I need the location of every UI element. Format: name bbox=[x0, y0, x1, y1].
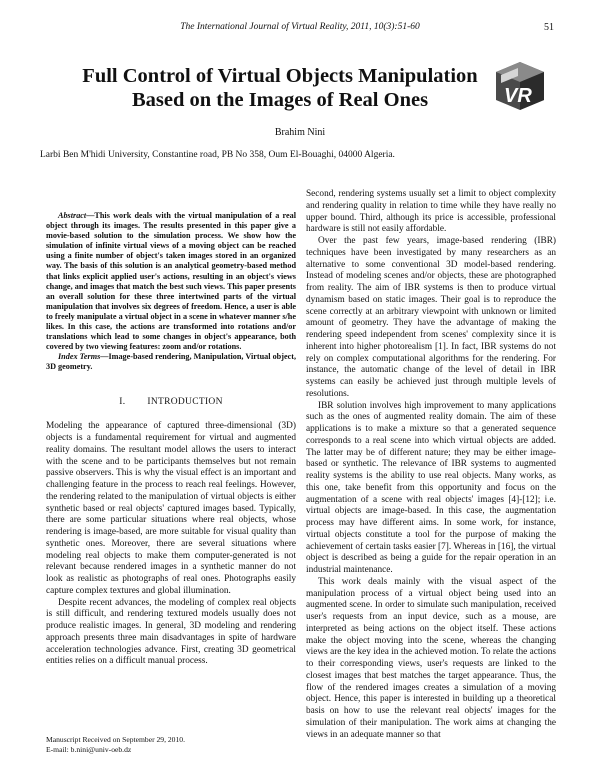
paragraph: Modeling the appearance of captured three-dimensional (3D) objects is a fundamental requirement for virtual and augmented reality domains. The resultant model allows the users to interact with the scene and to be participants themselves but not remain passive observers. This is why the visual effect is an important and challenging feature in the process to reach real feelings. However, the rendering related to the manipulation of virtual objects is either synthetic based or real objects' captured images based. Typically, there are some particular situations where real objects, whose rendering is image-based, are more suitable for visual quality than synthetic ones. Moreover, there are several situations where modeling real objects to make them computer-generated is not relevant because rendered images in a synthetic manner do not look as realistic as photographs of real ones. Photographs easily capture complex textures and global illumination. bbox=[46, 421, 296, 596]
paragraph: Second, rendering systems usually set a limit to object complexity and rendering quality in relation to time while they have really no upper bound. Third, although its price is accessible, professional hardware is still not easily affordable. bbox=[306, 189, 556, 235]
abstract bbox=[46, 189, 296, 352]
footnote-received: Manuscript Received on September 29, 2010. bbox=[46, 735, 185, 744]
title-line-1: Full Control of Virtual Objects Manipulation bbox=[82, 65, 478, 87]
index-terms-lead: Index Terms bbox=[58, 352, 101, 362]
author-name: Brahim Nini bbox=[274, 127, 326, 138]
paragraph: IBR solution involves high improvement to many applications such as the ones of augmented reality domain. The aim of these applications is to make a mixture so that a generated sequence corresponds to a real scene into which virtual objects are added. The latter may be of different nature; they may be either image-based or synthetic. The relevance of IBR systems to augmented reality systems is the ability to use real objects. Many works, as this one, take benefit from this opportunity and focus on the augmentation of a scene with real objects' images [4]-[12]; i.e. virtual objects are image-based. In this case, the augmentation process may have different aims. In some work, for instance, virtual objects constitute a tool for the purpose of making the achievement of certain tasks easier [7]. Whereas in [16], the virtual object is described as being a guide for the repair operation in an industrial maintenance. bbox=[306, 400, 556, 575]
section-title: INTRODUCTION bbox=[147, 396, 223, 407]
journal-citation: The International Journal of Virtual Reality, 2011, 10(3):51-60 bbox=[180, 22, 420, 32]
section-number: I. bbox=[119, 396, 126, 407]
logo-text: VR bbox=[504, 85, 532, 107]
paragraph: Over the past few years, image-based rendering (IBR) techniques have been investigated by many researchers as an alternative to some conventional 3D model-based rendering. Instead of modeling scenes and/or objects, these are photographed from reality. The aim of IBR systems is then to produce virtual dynamism based on static images. Their goal is to reproduce the scene correctly at an arbitrary viewpoint with unknown or limited amount of geometry. They have the advantage of making the rendering speed independent from scenes' complexity since it is inherent into higher photorealism [1]. In fact, IBR systems do not rely on complex computational algorithms for the rendering. For instance, the automatic change of the level of detail in IBR systems can easily be achieved just through multiple levels of resolutions. bbox=[306, 236, 556, 399]
paragraph: Despite recent advances, the modeling of complex real objects is still difficult, and rendering textured models usually does not produce realistic images. In general, 3D modeling and rendering approach presents three main disadvantages in spite of hardware acceleration technologies advance. First, creating 3D geometrical entities relies on a difficult manual process. bbox=[46, 597, 296, 667]
ijvr-logo-graphic bbox=[490, 58, 548, 114]
section-heading bbox=[46, 397, 296, 409]
abstract-text: —This work deals with the virtual manipulation of a real object through its images. The results presented in this paper give a movie-based solution to the simulation process. We show how the simulation of infinite virtual views of a moving object can be reached using a finite number of object's taken images stored in an organized way. The basis of this solution is an analytical geometry-based method that links explicit applied user's actions, resulting in an object's views change, and images that match the best such views. This paper presents an overall solution for these three intertwined parts of the virtual manipulation that involves six degrees of freedom. Hence, a user is able to freely manipulate a virtual object in a scene in whatever manner s/he likes. In this case, the actions are transformed into rotations and/or translations which lead to some changes in object's appearance, both covered by two viewing features: zoom and/or rotations. bbox=[46, 211, 296, 352]
author-affiliation: Larbi Ben M'hidi University, Constantine road, PB No 358, Oum El-Bouaghi, 04000 Algeria. bbox=[40, 150, 395, 160]
running-header bbox=[0, 22, 600, 36]
ijvr-logo-icon bbox=[490, 58, 548, 114]
index-terms-text: —Image-based rendering, Manipulation, Virtual object, 3D geometry. bbox=[46, 352, 297, 372]
title-line-2: Based on the Images of Real Ones bbox=[131, 89, 429, 111]
paper-title bbox=[40, 64, 520, 112]
footnote-email: E-mail: b.nini@univ-oeb.dz bbox=[46, 745, 132, 754]
footnote bbox=[46, 735, 296, 755]
index-terms bbox=[46, 352, 296, 372]
left-body bbox=[46, 421, 296, 668]
page-number: 51 bbox=[544, 22, 554, 33]
right-column bbox=[306, 189, 556, 741]
paragraph: This work deals mainly with the visual aspect of the manipulation process of a virtual object being used into an augmented scene. In order to simulate such manipulation, received user's requests from an input device, such as a mouse, are interpreted as being actions on the object itself. These actions make the object moving into the scene, whereas the changing views are the key idea in the achieved motion. To relate the actions to their corresponding views, user's requests are linked to the closest images that best matches the target appearance. Thus, the flow of the rendered images creates a simulation of a moving object. Hence, this paper is interested in building up a theoretical basis on how to use the relevant real objects' images for the simulation of their manipulation. The work aims at changing the views in an adequate manner so that bbox=[306, 576, 556, 740]
abstract-lead: Abstract bbox=[58, 211, 87, 220]
left-column bbox=[46, 189, 296, 668]
